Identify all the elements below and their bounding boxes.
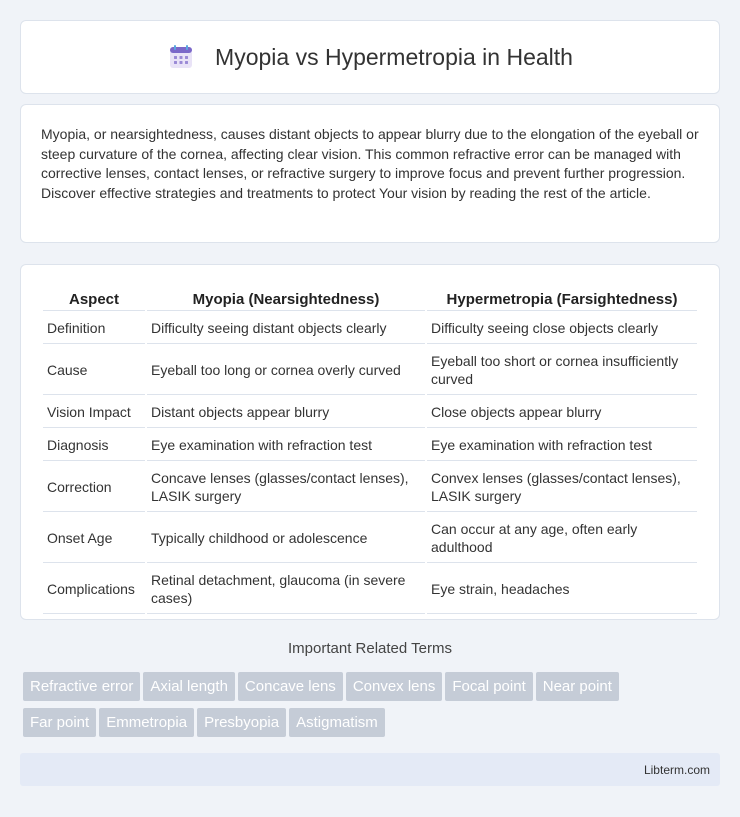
table-cell: Complications: [43, 565, 145, 614]
table-row: [43, 430, 697, 461]
calendar-icon: [167, 43, 195, 71]
intro-card: [20, 104, 720, 243]
table-cell: Diagnosis: [43, 430, 145, 461]
related-term-tag[interactable]: Axial length: [143, 672, 235, 701]
table-cell: Close objects appear blurry: [427, 397, 697, 428]
column-header-aspect: Aspect: [43, 287, 145, 311]
table-row: [43, 346, 697, 395]
table-row: [43, 514, 697, 563]
table-header-row: [43, 287, 697, 311]
table-cell: Convex lenses (glasses/contact lenses), LASIK surgery: [427, 463, 697, 512]
table-cell: Definition: [43, 313, 145, 344]
intro-text: Myopia, or nearsightedness, causes distant objects to appear blurry due to the elongation of the eyeball or steep curvature of the cornea, affecting clear vision. This common refractive error can be managed with corrective lenses, contact lenses, or refractive surgery to improve focus and prevent further progression. Discover effective strategies and treatments to protect Your vision by reading the rest of the article.: [41, 126, 699, 201]
table-cell: Typically childhood or adolescence: [147, 514, 425, 563]
table-cell: Can occur at any age, often early adulthood: [427, 514, 697, 563]
related-term-tag[interactable]: Near point: [536, 672, 619, 701]
related-term-tag[interactable]: Concave lens: [238, 672, 343, 701]
related-term-tag[interactable]: Convex lens: [346, 672, 443, 701]
related-term-tag[interactable]: Far point: [23, 708, 96, 737]
table-cell: Onset Age: [43, 514, 145, 563]
table-row: [43, 463, 697, 512]
header-card: [20, 20, 720, 94]
page-title: Myopia vs Hypermetropia in Health: [215, 43, 573, 70]
related-terms-list: [23, 672, 723, 744]
table-cell: Vision Impact: [43, 397, 145, 428]
table-cell: Concave lenses (glasses/contact lenses), LASIK surgery: [147, 463, 425, 512]
related-term-tag[interactable]: Presbyopia: [197, 708, 286, 737]
table-cell: Eye examination with refraction test: [427, 430, 697, 461]
table-row: [43, 313, 697, 344]
related-term-tag[interactable]: Astigmatism: [289, 708, 385, 737]
comparison-table: [41, 285, 699, 616]
table-cell: Correction: [43, 463, 145, 512]
related-terms-title: Important Related Terms: [288, 640, 452, 657]
column-header-myopia: Myopia (Nearsightedness): [147, 287, 425, 311]
column-header-hypermetropia: Hypermetropia (Farsightedness): [427, 287, 697, 311]
table-cell: Eye strain, headaches: [427, 565, 697, 614]
table-row: [43, 565, 697, 614]
table-cell: Eyeball too long or cornea overly curved: [147, 346, 425, 395]
table-cell: Difficulty seeing distant objects clearly: [147, 313, 425, 344]
table-cell: Distant objects appear blurry: [147, 397, 425, 428]
table-row: [43, 397, 697, 428]
related-term-tag[interactable]: Refractive error: [23, 672, 140, 701]
comparison-table-card: [20, 264, 720, 620]
table-cell: Difficulty seeing close objects clearly: [427, 313, 697, 344]
related-term-tag[interactable]: Emmetropia: [99, 708, 194, 737]
table-cell: Eye examination with refraction test: [147, 430, 425, 461]
footer-brand[interactable]: Libterm.com: [643, 762, 710, 777]
table-cell: Cause: [43, 346, 145, 395]
footer: [20, 753, 720, 786]
table-cell: Eyeball too short or cornea insufficiently curved: [427, 346, 697, 395]
table-cell: Retinal detachment, glaucoma (in severe cases): [147, 565, 425, 614]
related-term-tag[interactable]: Focal point: [445, 672, 532, 701]
